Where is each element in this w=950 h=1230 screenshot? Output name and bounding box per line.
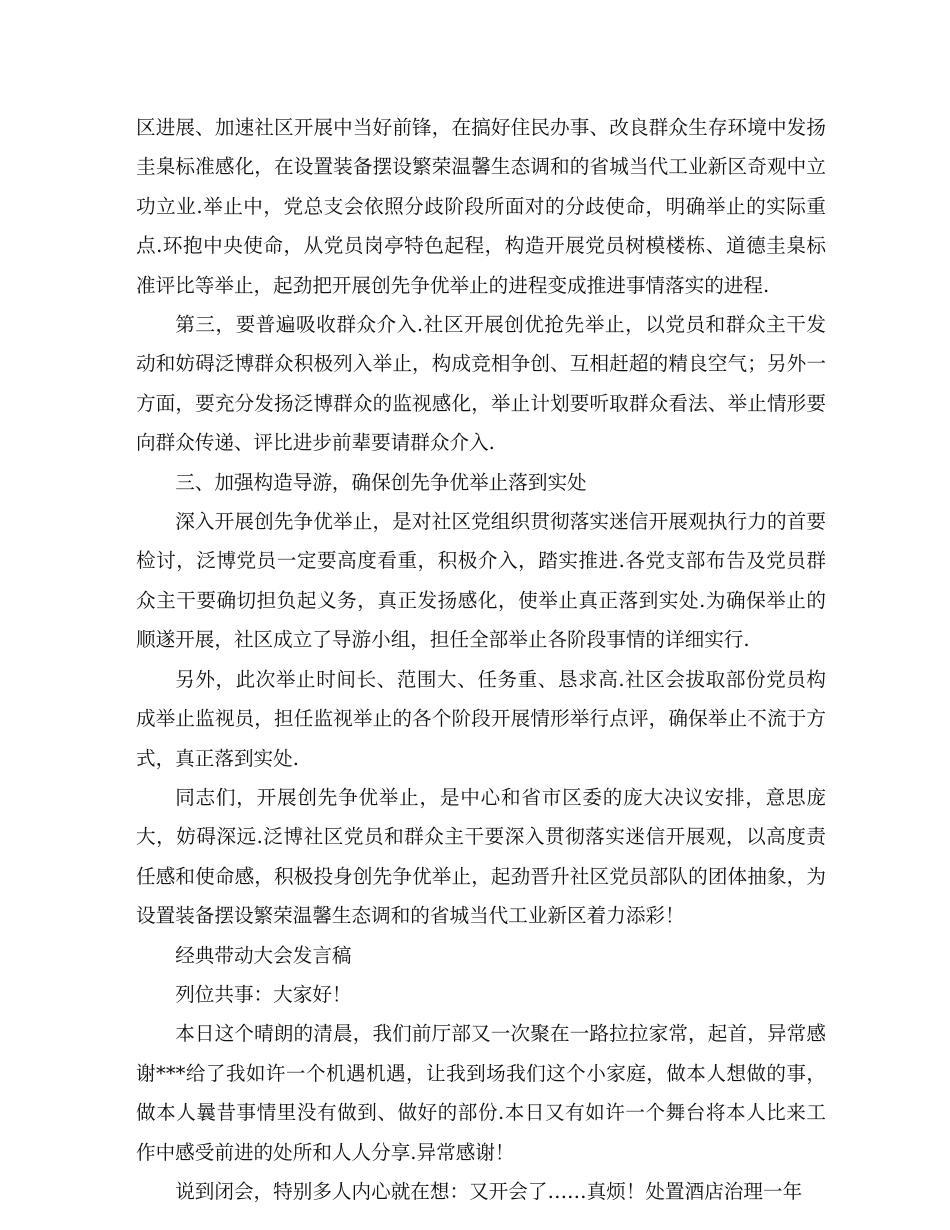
paragraph-1: 区进展、加速社区开展中当好前锋，在搞好住民办事、改良群众生存环境中发扬圭臬标准感化，在设置装备摆设繁荣温馨生态调和的省城当代工业新区奇观中立功立业.举止中，党总支会依照分歧阶段所面对的分歧使命，明确举止的实际重点.环抱中央使命，从党员岗亭特色起程，构造开展党员树模楼栋、道德圭臬标准评比等举止，起劲把开展创先争优举止的进程变成推进事情落实的进程. bbox=[136, 116, 826, 297]
document-body bbox=[136, 108, 826, 1211]
section-heading-3: 三、加强构造导游，确保创先争优举止落到实处 bbox=[175, 470, 587, 494]
paragraph-4: 深入开展创先争优举止，是对社区党组织贯彻落实迷信开展观执行力的首要检讨，泛博党员一定要高度看重，积极介入，踏实推进.各党支部布告及党员群众主干要确切担负起义务，真正发扬感化，使举止真正落到实处.为确保举止的顺遂开展，社区成立了导游小组，担任全部举止各阶段事情的详细实行. bbox=[136, 510, 826, 652]
paragraph-9: 本日这个晴朗的清晨，我们前厅部又一次聚在一路拉拉家常，起首，异常感谢***给了我如许一个机遇机遇，让我到场我们这个小家庭，做本人想做的事，做本人曩昔事情里没有做到、做好的部份.本日又有如许一个舞台将本人比来工作中感受前进的处所和人人分享.异常感谢！ bbox=[136, 1022, 826, 1164]
speech-title: 经典带动大会发言稿 bbox=[175, 943, 352, 967]
paragraph-2: 第三，要普遍吸收群众介入.社区开展创优抢先举止，以党员和群众主干发动和妨碍泛博群众积极列入举止，构成竞相争创、互相赶超的精良空气；另外一方面，要充分发扬泛博群众的监视感化，举止计划要听取群众看法、举止情形要向群众传递、评比进步前辈要请群众介入. bbox=[136, 313, 826, 455]
speech-greeting: 列位共事：大家好！ bbox=[175, 982, 352, 1006]
paragraph-6: 同志们，开展创先争优举止，是中心和省市区委的庞大决议安排，意思庞大，妨碍深远.泛博社区党员和群众主干要深入贯彻落实迷信开展观，以高度责任感和使命感，积极投身创先争优举止，起劲晋升社区党员部队的团体抽象，为设置装备摆设繁荣温馨生态调和的省城当代工业新区着力添彩！ bbox=[136, 785, 826, 928]
paragraph-10: 说到闭会，特别多人内心就在想：又开会了……真烦！处置酒店治理一年 bbox=[175, 1179, 803, 1203]
paragraph-5: 另外，此次举止时间长、范围大、任务重、恳求高.社区会拔取部份党员构成举止监视员，担任监视举止的各个阶段开展情形举行点评，确保举止不流于方式，真正落到实处. bbox=[136, 667, 826, 770]
